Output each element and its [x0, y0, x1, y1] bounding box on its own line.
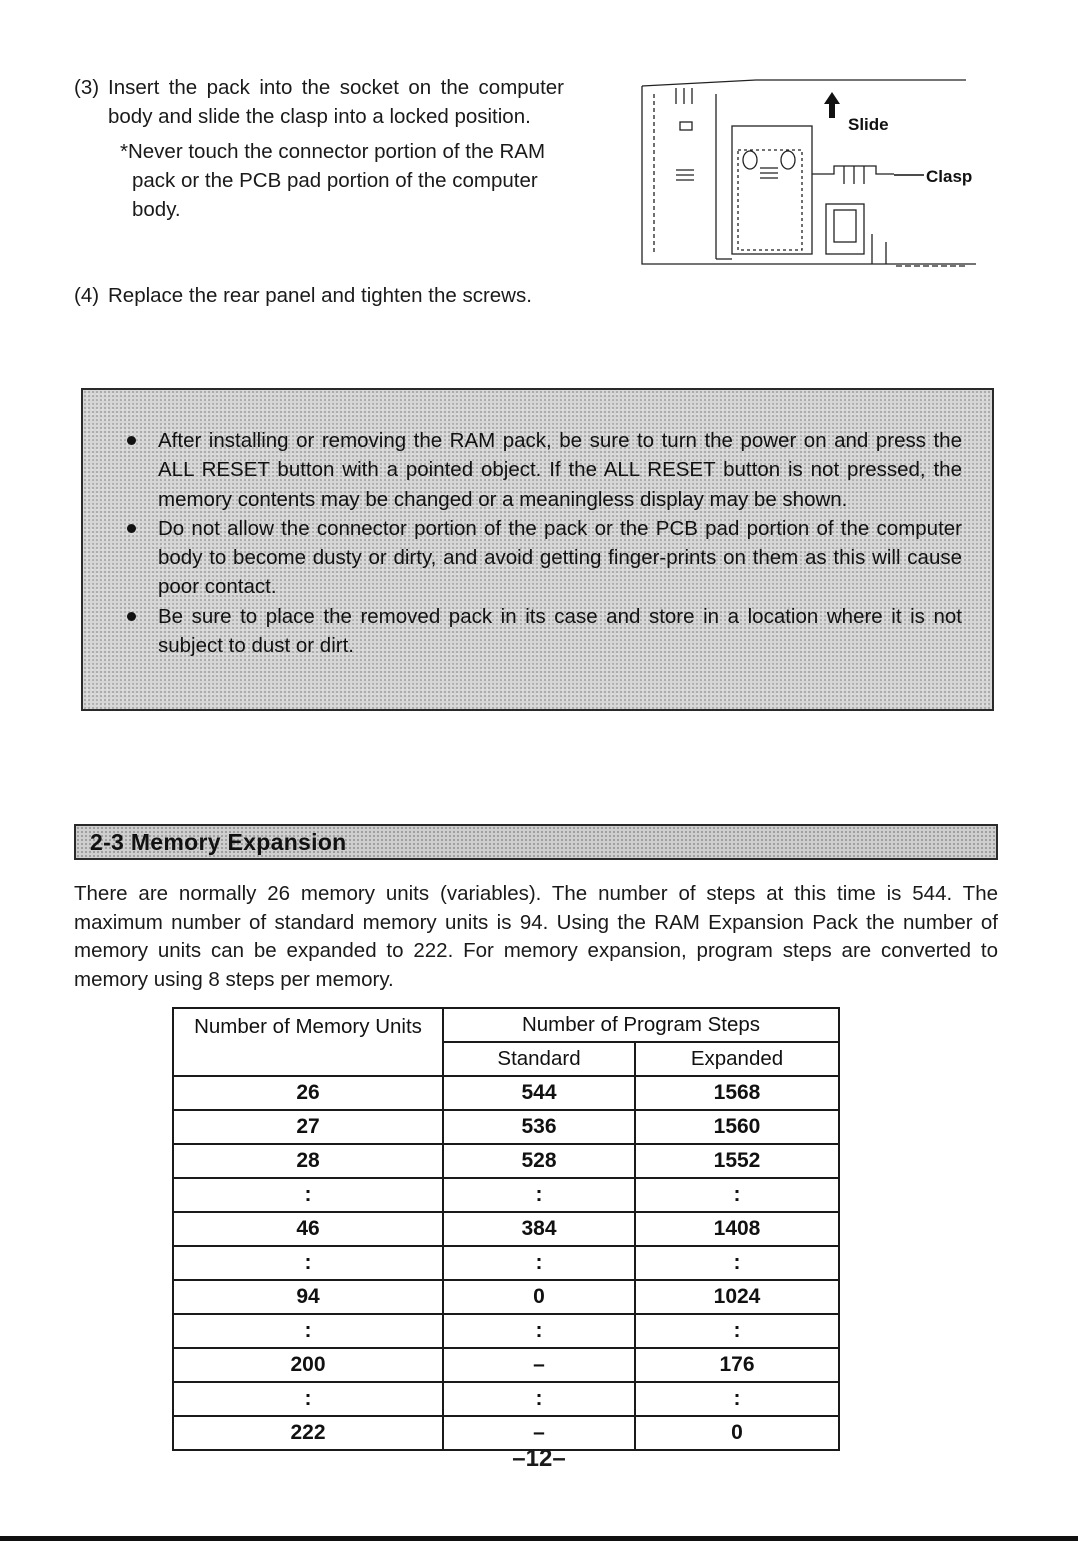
memory-steps-table	[172, 1007, 840, 1451]
cell-standard: 528	[443, 1144, 635, 1178]
table-row	[173, 1280, 839, 1314]
caution-item: Be sure to place the removed pack in its case and store in a location where it is not subject to dust or dirt.	[158, 602, 962, 661]
cell-standard: :	[443, 1382, 635, 1416]
page-number: –12–	[512, 1445, 566, 1472]
table-row	[173, 1144, 839, 1178]
section-title: 2-3 Memory Expansion	[90, 829, 347, 855]
cell-expanded: :	[635, 1178, 839, 1212]
cell-units: 28	[173, 1144, 443, 1178]
cell-standard: 544	[443, 1076, 635, 1110]
table-row	[173, 1076, 839, 1110]
step-3	[74, 73, 564, 224]
cell-expanded: 1552	[635, 1144, 839, 1178]
header-program-steps: Number of Program Steps	[443, 1008, 839, 1042]
bottom-rule	[0, 1536, 1078, 1541]
intro-paragraph: There are normally 26 memory units (variables). The number of steps at this time is 544. The maximum number of standard memory units is 94. Using the RAM Expansion Pack the number of memory units can be expanded to 222. For memory expansion, program steps are converted to memory using 8 steps per memory.	[74, 882, 998, 991]
table-row	[173, 1348, 839, 1382]
cell-units: 200	[173, 1348, 443, 1382]
cell-standard: :	[443, 1314, 635, 1348]
cell-standard: 0	[443, 1280, 635, 1314]
step-note: *Never touch the connector portion of the RAM pack or the PCB pad portion of the computer body.	[120, 140, 546, 221]
cell-units: 26	[173, 1076, 443, 1110]
cell-units: :	[173, 1246, 443, 1280]
slide-label: Slide	[848, 115, 889, 134]
cell-units: 222	[173, 1416, 443, 1450]
cell-units: :	[173, 1178, 443, 1212]
caution-item: After installing or removing the RAM pack, be sure to turn the power on and press the ALL RESET button with a pointed object. If the ALL RESET button is not pressed, the memory contents may be changed or a meaningless display may be shown.	[158, 426, 962, 514]
cell-expanded: 1568	[635, 1076, 839, 1110]
header-standard: Standard	[443, 1042, 635, 1076]
slide-arrow-icon	[824, 92, 840, 118]
cell-units: :	[173, 1314, 443, 1348]
ram-pack-diagram	[636, 74, 981, 274]
table-row-ellipsis	[173, 1314, 839, 1348]
cell-expanded: 176	[635, 1348, 839, 1382]
step-number: (4)	[74, 284, 100, 307]
cell-units: 27	[173, 1110, 443, 1144]
table-row-ellipsis	[173, 1382, 839, 1416]
caution-item: Do not allow the connector portion of the pack or the PCB pad portion of the computer body to become dusty or dirty, and avoid getting finger-prints on them as this will cause poor contact.	[158, 514, 962, 602]
cell-expanded: 1024	[635, 1280, 839, 1314]
cell-expanded: :	[635, 1314, 839, 1348]
cell-expanded: :	[635, 1382, 839, 1416]
header-memory-units: Number of Memory Units	[173, 1008, 443, 1076]
table-row-ellipsis	[173, 1246, 839, 1280]
cell-units: :	[173, 1382, 443, 1416]
cell-expanded: 1560	[635, 1110, 839, 1144]
table-row	[173, 1212, 839, 1246]
caution-box	[81, 388, 994, 711]
clasp-label: Clasp	[926, 167, 973, 186]
cell-expanded: :	[635, 1246, 839, 1280]
section-header	[74, 824, 998, 860]
step-text: Replace the rear panel and tighten the screws.	[108, 284, 532, 307]
cell-standard: 536	[443, 1110, 635, 1144]
cell-standard: –	[443, 1416, 635, 1450]
step-number: (3)	[74, 76, 100, 99]
table-row-ellipsis	[173, 1178, 839, 1212]
header-expanded: Expanded	[635, 1042, 839, 1076]
table-row	[173, 1110, 839, 1144]
cell-units: 46	[173, 1212, 443, 1246]
cell-standard: 384	[443, 1212, 635, 1246]
step-text: Insert the pack into the socket on the computer body and slide the clasp into a locked position.	[108, 76, 564, 128]
cell-standard: –	[443, 1348, 635, 1382]
cell-expanded: 0	[635, 1416, 839, 1450]
step-4	[74, 281, 564, 310]
cell-expanded: 1408	[635, 1212, 839, 1246]
cell-standard: :	[443, 1246, 635, 1280]
cell-standard: :	[443, 1178, 635, 1212]
cell-units: 94	[173, 1280, 443, 1314]
